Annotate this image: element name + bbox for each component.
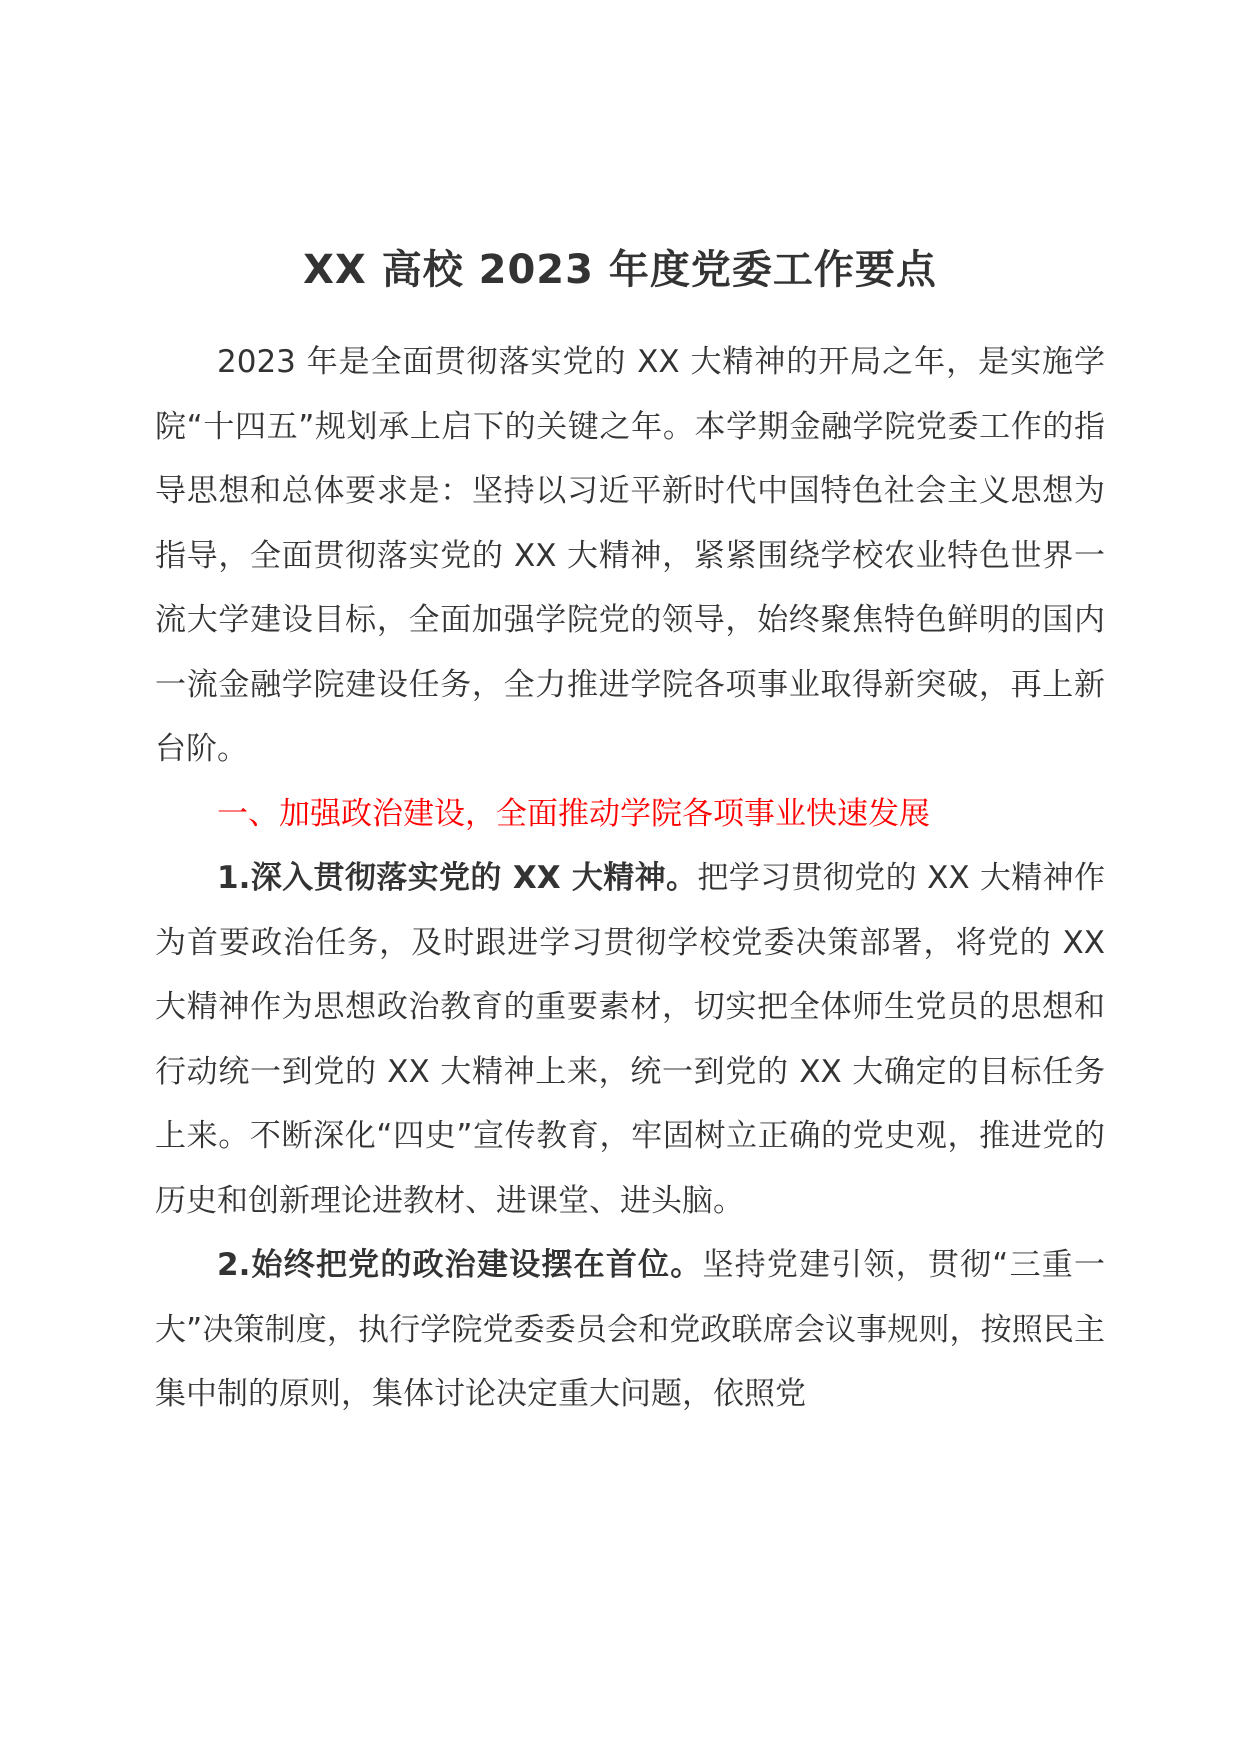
item-2-lead: 2.始终把党的政治建设摆在首位。 [217,1247,703,1283]
item-1-paragraph [155,846,1105,1233]
intro-paragraph: 2023 年是全面贯彻落实党的 XX 大精神的开局之年，是实施学院“十四五”规划承上启下的关键之年。本学期金融学院党委工作的指导思想和总体要求是：坚持以习近平新时代中国特色社会主义思想为指导，全面贯彻落实党的 XX 大精神，紧紧围绕学校农业特色世界一流大学建设目标，全面加强学院党的领导，始终聚焦特色鲜明的国内一流金融学院建设任务，全力推进学院各项事业取得新突破，再上新台阶。 [155,344,1105,767]
item-1-lead: 1.深入贯彻落实党的 XX 大精神。 [217,860,698,896]
item-1-text: 把学习贯彻党的 XX 大精神作为首要政治任务，及时跟进学习贯彻学校党委决策部署，将党的 XX 大精神作为思想政治教育的重要素材，切实把全体师生党员的思想和行动统一到党的 XX 大精神上来，统一到党的 XX 大确定的目标任务上来。不断深化“四史”宣传教育，牢固树立正确的党史观，推进党的历史和创新理论进教材、进课堂、进头脑。 [155,860,1106,1219]
section-heading: 一、加强政治建设，全面推动学院各项事业快速发展 [217,795,930,832]
item-2-paragraph [155,1233,1105,1427]
document-body [155,330,1105,1427]
document-title: XX 高校 2023 年度党委工作要点 [303,247,937,293]
item-2-text: 坚持党建引领，贯彻“三重一大”决策制度，执行学院党委委员会和党政联席会议事规则，按照民主集中制的原则，集体讨论决定重大问题，依照党 [155,1247,1105,1412]
